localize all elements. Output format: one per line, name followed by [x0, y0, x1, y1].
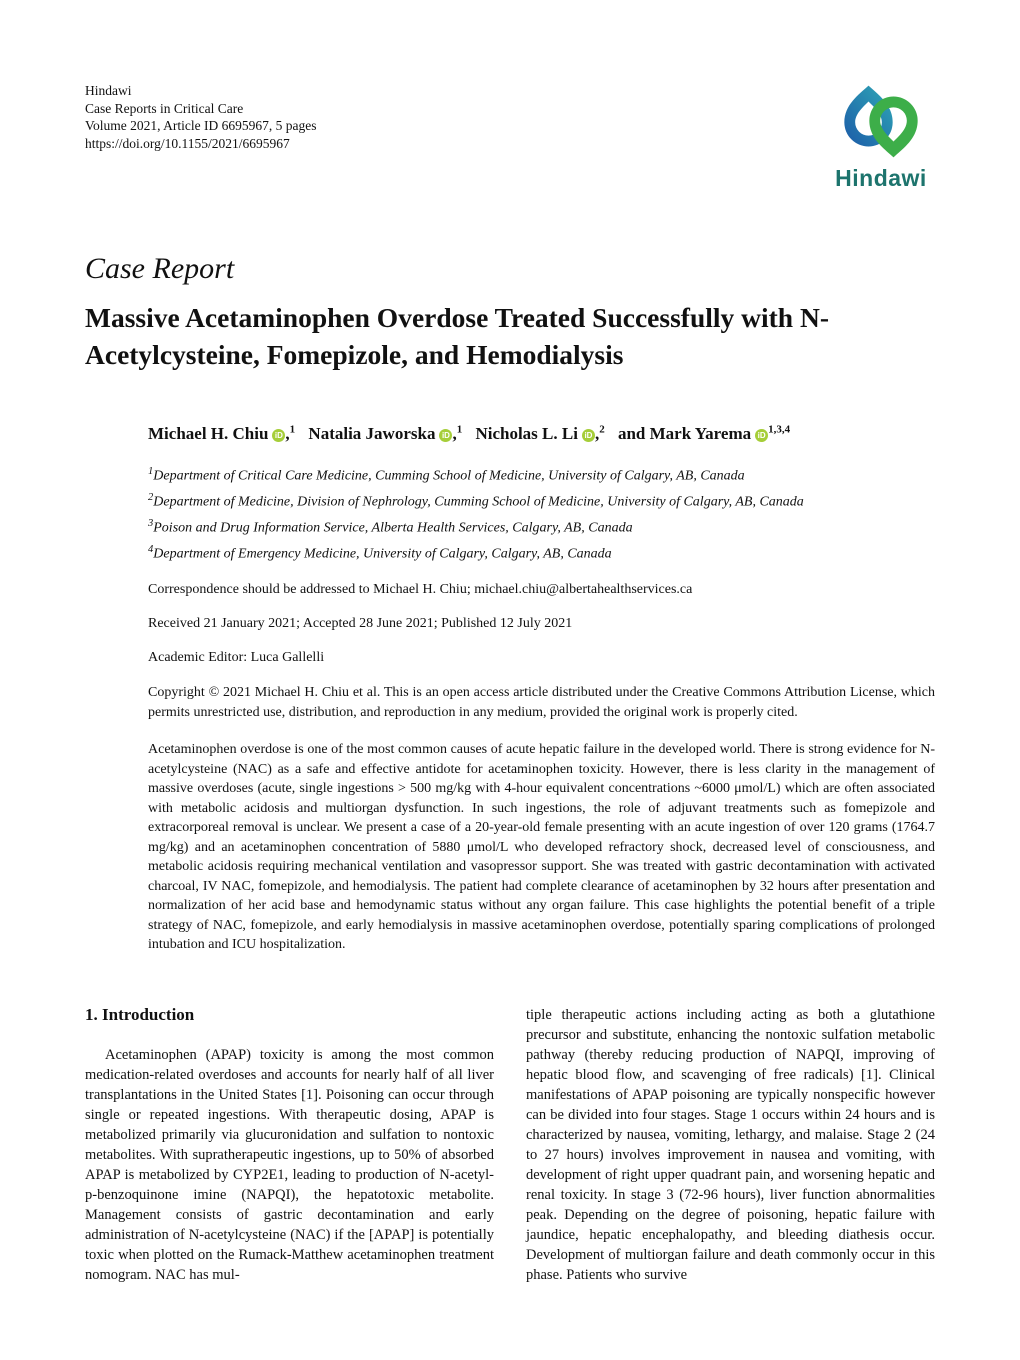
author-separator: , — [594, 423, 600, 443]
journal-header — [85, 82, 935, 192]
author-name: Nicholas L. Li — [475, 423, 578, 443]
hindawi-logo — [831, 84, 931, 192]
author — [148, 424, 295, 443]
article-title-line-1: Massive Acetaminophen Overdose Treated Successfully with N- — [85, 302, 829, 333]
author-list — [148, 417, 935, 446]
academic-editor-line: Academic Editor: Luca Gallelli — [148, 650, 325, 666]
author-separator: , — [285, 423, 290, 443]
affiliation — [148, 539, 935, 565]
affiliation — [148, 461, 935, 487]
doi-link[interactable]: https://doi.org/10.1155/2021/6695967 — [85, 135, 290, 151]
affiliation-number: 2 — [148, 491, 154, 503]
author-affiliation-sup: 2 — [599, 423, 605, 435]
author-name: Michael H. Chiu — [148, 423, 269, 443]
affiliation — [148, 513, 935, 539]
affiliation-text: Poison and Drug Information Service, Alberta Health Services, Calgary, AB, Canada — [153, 520, 633, 536]
author-name: Natalia Jaworska — [308, 423, 436, 443]
article-title-line-2: Acetylcysteine, Fomepizole, and Hemodialysis — [85, 339, 624, 370]
correspondence-email-link[interactable]: michael.chiu@albertahealthservices.ca — [474, 582, 693, 598]
author — [308, 424, 462, 443]
article-title — [85, 299, 935, 373]
copyright-statement: Copyright © 2021 Michael H. Chiu et al. This is an open access article distributed under the Creative Commons Attribution License, which permits unrestricted use, distribution, and reproduction in any medium, provided the original work is properly cited. — [148, 685, 935, 720]
front-matter — [148, 417, 935, 955]
correspondence-line — [148, 580, 935, 599]
abstract: Acetaminophen overdose is one of the most common causes of acute hepatic failure in the developed world. There is strong evidence for N-acetylcysteine (NAC) as a safe and effective antidote for acetaminophen toxicity. However, there is less clarity in the management of massive overdoses (acute, single ingestions > 500 mg/kg with 4-hour equivalent concentrations ~6000 μmol/L) which are often associated with metabolic acidosis and multiorgan dysfunction. In such ingestions, the role of adjuvant treatments such as fomepizole and extracorporeal removal is unclear. We present a case of a 20-year-old female presenting with an acute ingestion of over 120 grams (1764.7 mg/kg) and an acetaminophen concentration of 5880 μmol/L who developed refractory shock, decreased level of consciousness, and metabolic acidosis requiring mechanical ventilation and vasopressor support. She was treated with gastric decontamination with activated charcoal, IV NAC, fomepizole, and hemodialysis. The patient had complete clearance of acetaminophen by 32 hours after presentation and normalization of her acid base and hemodynamic status without any organ failure. This case highlights the potential benefit of a triple strategy of NAC, fomepizole, and early hemodialysis in massive acetaminophen overdose, potentially sparing complications of prolonged intubation and ICU hospitalization. — [148, 742, 935, 953]
affiliation — [148, 487, 935, 513]
affiliation-text: Department of Emergency Medicine, University of Calgary, Calgary, AB, Canada — [153, 546, 612, 562]
article-id-line: Volume 2021, Article ID 6695967, 5 pages — [85, 118, 317, 133]
hindawi-logo-mark — [831, 84, 931, 159]
author-affiliation-sup: 1 — [456, 423, 463, 435]
affiliation-text: Department of Critical Care Medicine, Cumming School of Medicine, University of Calgary, AB, Canada — [153, 468, 745, 484]
affiliation-number: 3 — [148, 517, 154, 529]
author-name: and Mark Yarema — [617, 423, 752, 443]
orcid-icon[interactable]: iD — [582, 429, 595, 442]
history-line: Received 21 January 2021; Accepted 28 June 2021; Published 12 July 2021 — [148, 616, 573, 632]
right-column — [526, 1005, 935, 1285]
affiliation-text: Department of Medicine, Division of Nephrology, Cumming School of Medicine, University of Calgary, AB, Canada — [153, 494, 804, 510]
affiliation-number: 1 — [148, 465, 154, 477]
affiliation-list — [148, 461, 935, 566]
left-column — [85, 1005, 494, 1285]
orcid-icon[interactable]: iD — [755, 429, 768, 442]
correspondence-prefix: Correspondence should be addressed to Michael H. Chiu; — [148, 582, 475, 598]
publisher-name: Hindawi — [85, 83, 132, 98]
author-affiliation-sup: 1,3,4 — [768, 423, 791, 435]
intro-paragraph-left: Acetaminophen (APAP) toxicity is among the most common medication-related overdoses and accounts for nearly half of all liver transplantations in the United States [1]. Poisoning can occur through single or repeated ingestions. With therapeutic dosing, APAP is metabolized primarily via glucuronidation and sulfation to nontoxic metabolites. With supratherapeutic ingestions, up to 50% of absorbed APAP is metabolized by CYP2E1, leading to production of N-acetyl-p-benzoquinone imine (NAPQI), the hepatotoxic metabolite. Management consists of gastric decontamination and early administration of N-acetylcysteine (NAC) if the [APAP] is potentially toxic when plotted on the Rumack-Matthew acetaminophen treatment nomogram. NAC has mul- — [85, 1046, 494, 1283]
hindawi-wordmark: Hindawi — [835, 165, 927, 191]
article-type-label: Case Report — [85, 252, 235, 285]
orcid-icon[interactable]: iD — [439, 429, 452, 442]
title-block — [85, 252, 935, 373]
author — [618, 424, 790, 443]
intro-paragraph-right: tiple therapeutic actions including acting as both a glutathione precursor and substitute, enhancing the nontoxic sulfation metabolic pathway (thereby reducing production of NAPQI, improving of hepatic blood flow, and scavenging of free radicals) [1]. Clinical manifestations of APAP poisoning are typically nonspecific however can be divided into four stages. Stage 1 occurs within 24 hours and is characterized by nausea, vomiting, lethargy, and malaise. Stage 2 (24 to 27 hours) involves improvement in nausea and vomiting, with development of right upper quadrant pain, and worsening hepatic and renal toxicity. In stage 3 (72-96 hours), liver function abnormalities peak. Depending on the degree of poisoning, hepatic failure with jaundice, hepatic encephalopathy, and bleeding diathesis occur. Development of multiorgan failure and death commonly occur in this phase. Patients who survive — [526, 1006, 935, 1283]
article-body — [85, 1005, 935, 1285]
orcid-icon[interactable]: iD — [272, 429, 285, 442]
journal-meta — [85, 82, 316, 152]
section-heading-introduction: 1. Introduction — [85, 1004, 195, 1024]
author — [475, 424, 604, 443]
author-affiliation-sup: 1 — [289, 423, 296, 435]
affiliation-number: 4 — [148, 544, 154, 556]
author-separator: , — [452, 423, 457, 443]
journal-name: Case Reports in Critical Care — [85, 100, 244, 116]
